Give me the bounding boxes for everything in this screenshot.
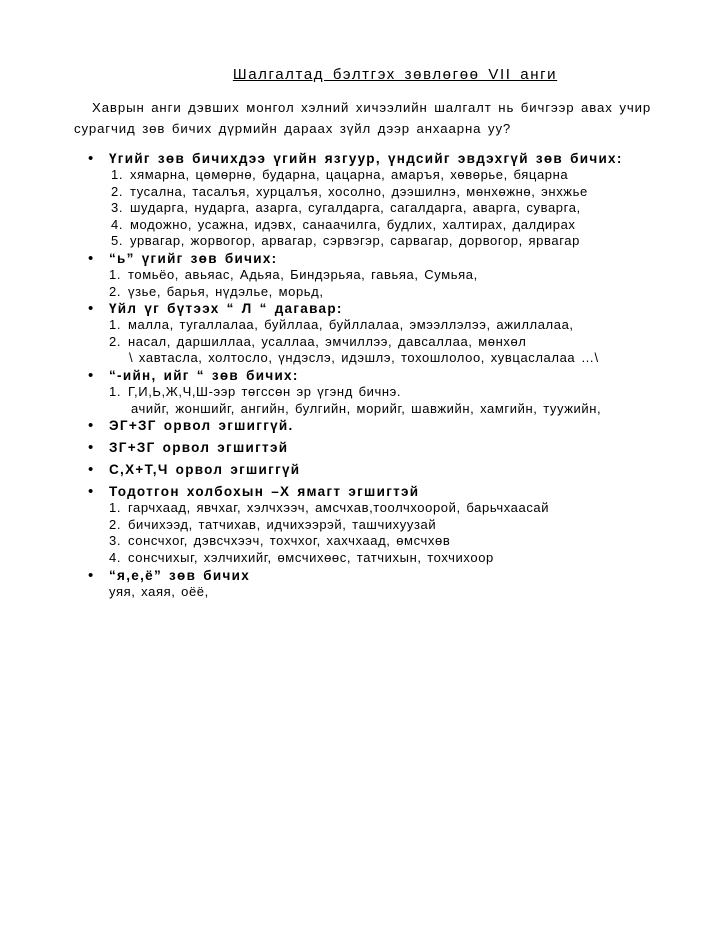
- list-item: 1. хямарна, цөмөрнө, бударна, цацарна, амаръя, хөвөрье, бяцарна: [111, 167, 569, 182]
- section-heading: Тодотгон холбохын –Х ямагт эгшигтэй: [109, 484, 420, 500]
- rule-section-root-preservation: [88, 150, 688, 250]
- list-continuation: ачийг, жоншийг, ангийн, булгийн, морийг, шавжийн, хамгийн, туужийн,: [131, 400, 602, 416]
- rule-section-consonant-consonant: [88, 439, 688, 456]
- intro-paragraph: [74, 97, 674, 139]
- list-item: 4. сонсчихыг, хэлчихийг, өмсчихөөс, татчихын, тохчихоор: [109, 549, 494, 565]
- section-heading: “-ийн, ийг “ зөв бичих:: [109, 367, 299, 383]
- section-heading: Үгийг зөв бичихдээ үгийн язгуур, үндсийг эвдэхгүй зөв бичих:: [109, 151, 623, 166]
- intro-line-1: Хаврын анги дэвших монгол хэлний хичээлийн шалгалт нь бичгээр авах учир: [92, 100, 652, 115]
- section-heading: ЭГ+ЗГ орвол эгшиггүй.: [109, 418, 294, 434]
- bullet-icon: •: [88, 150, 94, 167]
- list-item: 1. гарчхаад, явчхаг, хэлчхээч, амсчхав,тоолчхоорой, барьчхаасай: [109, 500, 550, 516]
- rule-section-soft-sign: [88, 250, 688, 300]
- list-item: 1. томьёо, авьяас, Адьяа, Биндэрьяа, гавьяа, Сумьяа,: [109, 266, 478, 282]
- list-item: 5. урвагар, жорвогор, арвагар, сэрвэгэр, сарвагар, дорвогор, ярвагар: [111, 233, 580, 249]
- rule-section-genitive-accusative: [88, 367, 688, 417]
- list-item: 1. Г,И,Ь,Ж,Ч,Ш-ээр төгссөн эр үгэнд бичнэ.: [109, 383, 402, 399]
- list-item: 2. бичихээд, татчихав, идчихээрэй, ташчихуузай: [109, 516, 437, 532]
- list-item: 4. модожно, усажна, идэвх, санаачилга, будлих, халтирах, далдирах: [111, 216, 576, 232]
- rule-section-vowel-consonant: [88, 417, 688, 434]
- list-item: 2. үзье, барья, нүдэлье, морьд,: [109, 283, 324, 299]
- bullet-icon: •: [88, 461, 94, 479]
- section-heading: “ь” үгийг зөв бичих:: [109, 250, 278, 266]
- example-line: уяя, хаяя, оёё,: [109, 583, 209, 599]
- section-heading: “я,е,ё” зөв бичих: [109, 567, 251, 583]
- bullet-icon: •: [88, 249, 94, 267]
- section-heading: ЗГ+ЗГ орвол эгшигтэй: [109, 440, 289, 456]
- section-heading: Үйл үг бүтээх “ Л “ дагавар:: [109, 301, 343, 317]
- bullet-icon: •: [88, 366, 94, 384]
- section-heading: С,Х+Т,Ч орвол эгшиггүй: [109, 462, 301, 478]
- rule-section-s-kh-t-ch: [88, 461, 688, 478]
- list-item: 2. тусална, тасалъя, хурцалъя, хосолно, дээшилнэ, мөнхөжнө, энхжье: [111, 183, 588, 199]
- bullet-icon: •: [88, 417, 94, 435]
- list-continuation: \ хавтасла, холтосло, үндэслэ, идэшлэ, тохошлолоо, хувцаслалаа …\: [129, 350, 599, 366]
- rules-list: [88, 150, 688, 600]
- bullet-icon: •: [88, 300, 94, 318]
- list-item: 3. сонсчхог, дэвсчхээч, тохчхог, хахчхаад, өмсчхөв: [109, 533, 451, 549]
- intro-line-2: сурагчид зөв бичих дүрмийн дараах зүйл дээр анхаарна уу?: [74, 121, 512, 136]
- bullet-icon: •: [88, 566, 94, 584]
- rule-section-kh-vowel: [88, 483, 688, 566]
- rule-section-ya-ye-yo: [88, 567, 688, 601]
- bullet-icon: •: [88, 483, 94, 501]
- list-item: 2. насал, даршиллаа, усаллаа, эмчиллээ, давсаллаа, мөнхөл: [109, 333, 527, 349]
- list-item: 1. малла, тугаллалаа, буйллаа, буйллалаа, эмээллэлээ, ажиллалаа,: [109, 317, 574, 333]
- list-item: 3. шударга, нударга, азарга, сугалдарга, сагалдарга, аварга, суварга,: [111, 200, 581, 216]
- rule-section-verb-suffix-l: [88, 300, 688, 367]
- document-title: Шалгалтад бэлтгэх зөвлөгөө VII анги: [232, 66, 558, 83]
- bullet-icon: •: [88, 439, 94, 457]
